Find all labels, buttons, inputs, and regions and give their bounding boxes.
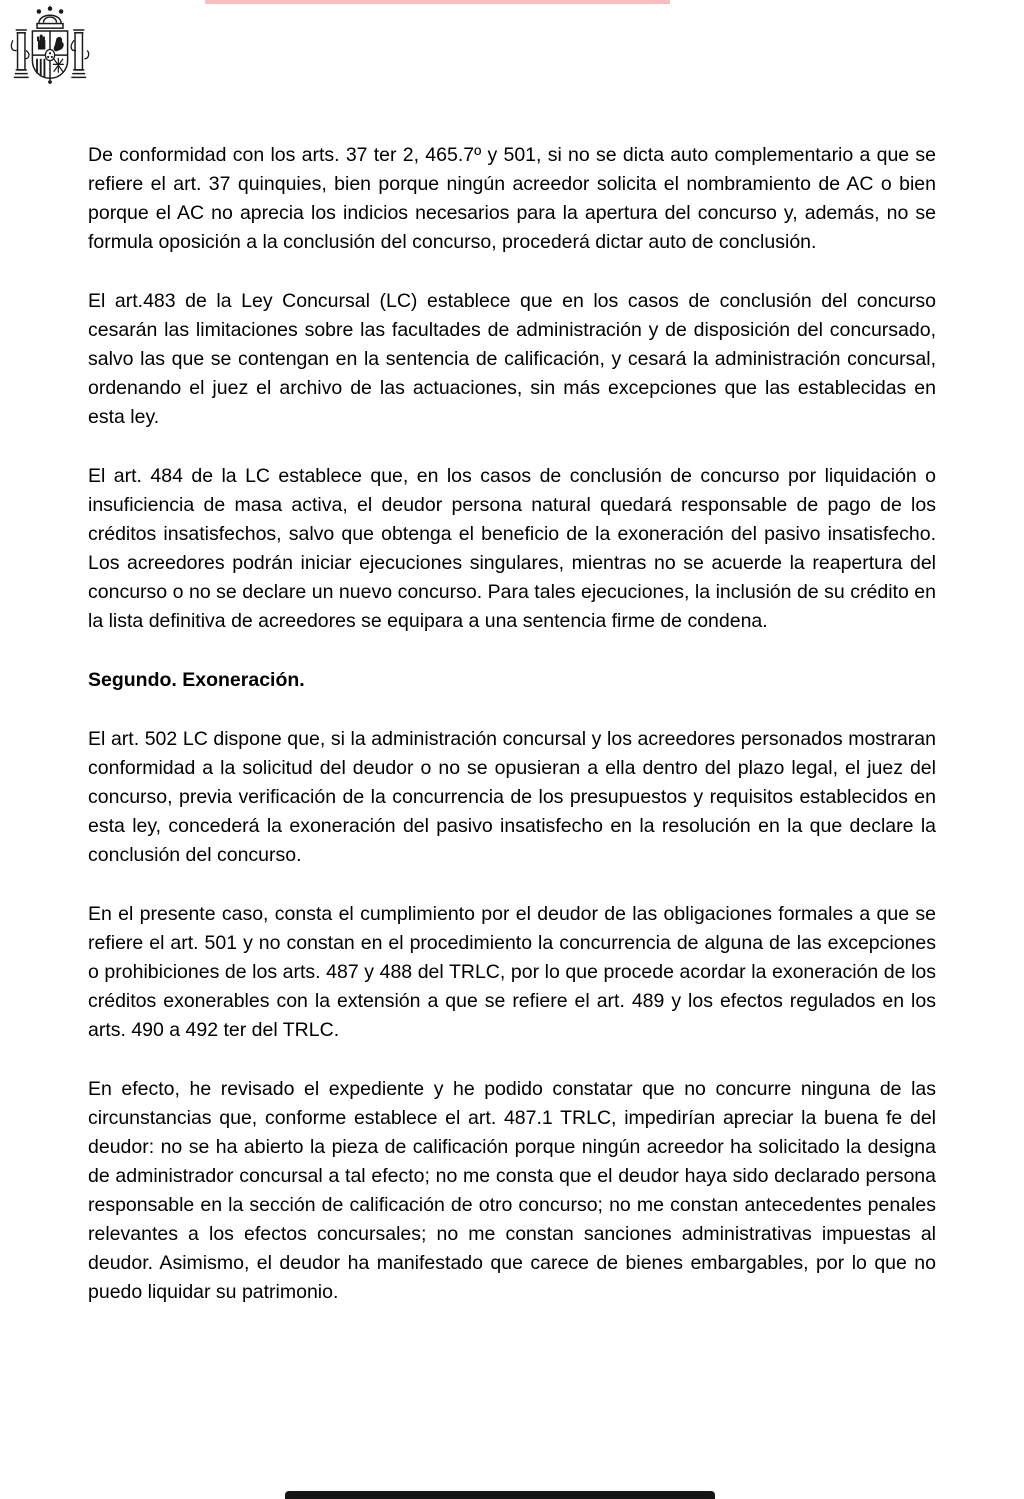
redaction-bar-top	[205, 0, 670, 4]
redaction-bar-bottom	[285, 1491, 715, 1499]
paragraph: En efecto, he revisado el expediente y he podido constatar que no concurre ninguna de las circunstancias que, conforme establece el art. 487.1 TRLC, impedirían apreciar la buena fe del deudor: no se ha abierto la pieza de calificación porque ningún acreedor ha solicitado la designa de administrador concursal a tal efecto; no me consta que el deudor haya sido declarado persona responsable en la sección de calificación de otro concurso; no me constan antecedentes penales relevantes a los efectos concursales; no me constan sanciones administrativas impuestas al deudor. Asimismo, el deudor ha manifestado que carece de bienes embargables, por lo que no puedo liquidar su patrimonio.	[88, 1078, 936, 1303]
paragraph: El art. 484 de la LC establece que, en los casos de conclusión de concurso por liquidación o insuficiencia de masa activa, el deudor persona natural quedará responsable de pago de los créditos insatisfechos, salvo que obtenga el beneficio de la exoneración del pasivo insatisfecho. Los acreedores podrán iniciar ejecuciones singulares, mientras no se acuerde la reapertura del concurso o no se declare un nuevo concurso. Para tales ejecuciones, la inclusión de su crédito en la lista definitiva de acreedores se equipara a una sentencia firme de condena.	[88, 465, 936, 632]
paragraph: En el presente caso, consta el cumplimiento por el deudor de las obligaciones formales a que se refiere el art. 501 y no constan en el procedimiento la concurrencia de alguna de las excepciones o prohibiciones de los arts. 487 y 488 del TRLC, por lo que procede acordar la exoneración de los créditos exonerables con la extensión a que se refiere el art. 489 y los efectos regulados en los arts. 490 a 492 ter del TRLC.	[88, 903, 936, 1041]
section-heading: Segundo. Exoneración.	[88, 669, 305, 691]
paragraph: De conformidad con los arts. 37 ter 2, 465.7º y 501, si no se dicta auto complementario a que se refiere el art. 37 quinquies, bien porque ningún acreedor solicita el nombramiento de AC o bien porque el AC no aprecia los indicios necesarios para la apertura del concurso y, además, no se formula oposición a la conclusión del concurso, procederá dictar auto de conclusión.	[88, 144, 936, 253]
paragraph: El art. 502 LC dispone que, si la administración concursal y los acreedores personados mostraran conformidad a la solicitud del deudor o no se opusieran a ella dentro del plazo legal, el juez del concurso, previa verificación de la concurrencia de los presupuestos y requisitos establecidos en esta ley, concederá la exoneración del pasivo insatisfecho en la resolución en la que declare la conclusión del concurso.	[88, 728, 936, 866]
spain-coat-of-arms-logo	[8, 5, 92, 107]
document-text	[88, 141, 936, 1337]
paragraph: El art.483 de la Ley Concursal (LC) establece que en los casos de conclusión del concurso cesarán las limitaciones sobre las facultades de administración y de disposición del concursado, salvo las que se contengan en la sentencia de calificación, y cesará la administración concursal, ordenando el juez el archivo de las actuaciones, sin más excepciones que las establecidas en esta ley.	[88, 290, 936, 428]
